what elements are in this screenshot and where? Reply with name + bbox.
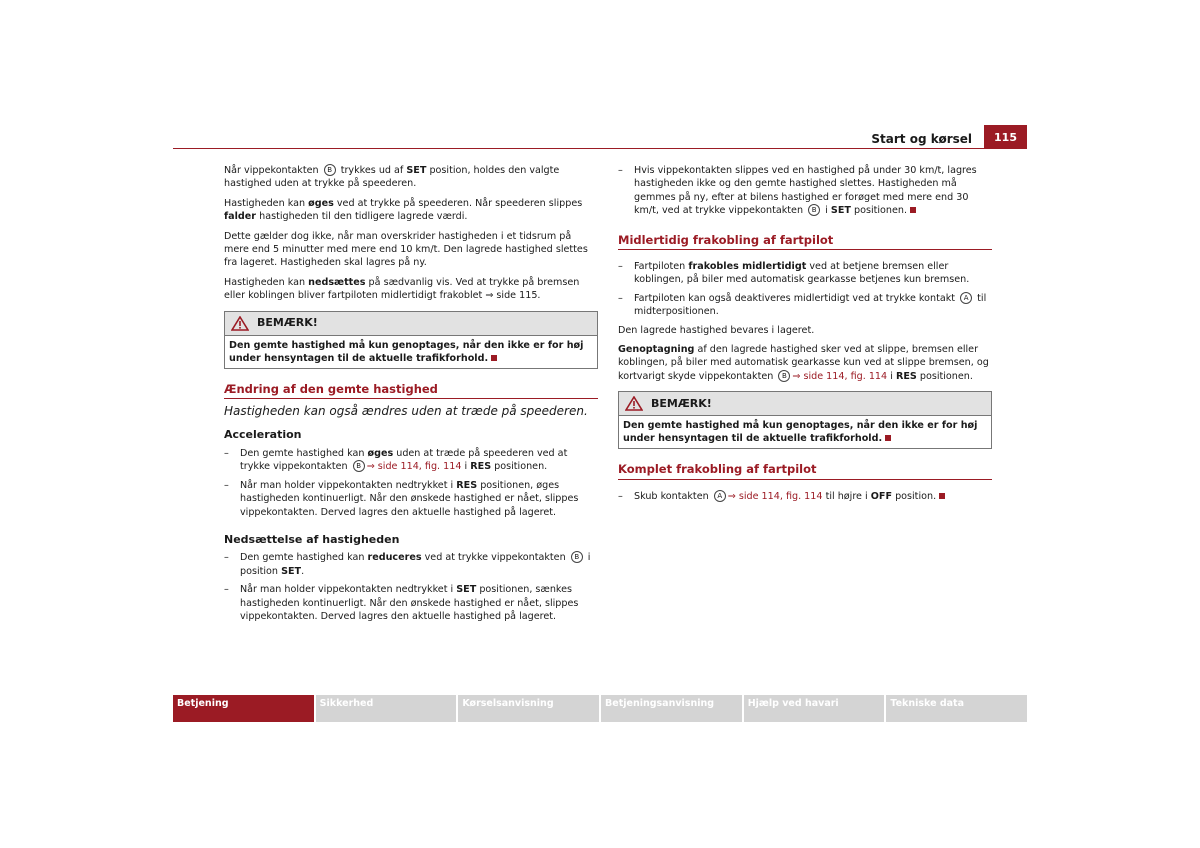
list-item: – Fartpiloten kan også deaktiveres midlertidigt ved at trykke kontakt A til midterpositionen. [618, 292, 992, 319]
paragraph: Dette gælder dog ikke, når man overskrider hastigheden i et tidsrum på mere end 5 minutter med mere end 10 km/t. Den lagrede hastighed slettes fra lageret. Hastigheden skal lagres på ny. [224, 230, 588, 269]
end-square-icon [910, 207, 916, 213]
paragraph: Når vippekontakten B trykkes ud af SET position, holdes den valgte hastighed uden at trykke på speederen. [224, 165, 560, 190]
subheading-deceleration: Nedsættelse af hastigheden [224, 532, 400, 546]
warning-triangle-icon [625, 396, 643, 411]
button-b-marker: B [778, 370, 790, 382]
list-item: – Når man holder vippekontakten nedtrykket i RES positionen, øges hastigheden kontinuerligt. Når den ønskede hastighed er nået, slippes vippekontakten. Derved lagres den aktuelle hastighed på lageret. [224, 479, 598, 519]
section-heading: Komplet frakobling af fartpilot [618, 463, 992, 479]
page-number: 115 [984, 125, 1027, 149]
list-item: – Hvis vippekontakten slippes ved en hastighed på under 30 km/t, lagres hastigheden ikke og den gemte hastighed slettes. Hastigheden må gemmes på ny, efter at bilens hastighed er forøget med mere end 30 km/t, ved at trykke vippekontakten B i SET positionen. [618, 164, 992, 218]
button-b-marker: B [808, 204, 820, 216]
note-header [225, 312, 597, 336]
note-box [224, 311, 598, 369]
end-square-icon [491, 355, 497, 361]
section-title: Start og kørsel [871, 132, 972, 146]
paragraph: Den lagrede hastighed bevares i lageret. [618, 324, 815, 336]
section-heading: Ændring af den gemte hastighed [224, 383, 598, 399]
note-title: BEMÆRK! [257, 316, 318, 330]
list-item: – Skub kontakten A ⇒ side 114, fig. 114 til højre i OFF position. [618, 490, 992, 503]
note-title: BEMÆRK! [651, 397, 712, 411]
section-subtitle: Hastigheden kan også ændres uden at træde på speederen. [224, 404, 588, 419]
list-item: – Fartpiloten frakobles midlertidigt ved at betjene bremsen eller koblingen, på biler med automatisk gearkasse betjenes kun bremsen. [618, 260, 992, 287]
end-square-icon [885, 435, 891, 441]
button-a-marker: A [960, 292, 972, 304]
tab-hjaelp-ved-havari[interactable]: Hjælp ved havari [744, 695, 885, 722]
right-column [618, 164, 992, 508]
list-item: – Når man holder vippekontakten nedtrykket i SET positionen, sænkes hastigheden kontinuerligt. Når den ønskede hastighed er nået, slippes vippekontakten. Derved lagres den aktuelle hastighed på lageret. [224, 583, 598, 623]
chapter-tabs [173, 695, 1027, 722]
page-reference-link[interactable]: ⇒ side 114, fig. 114 [727, 490, 823, 502]
paragraph: Genoptagning af den lagrede hastighed sker ved at slippe, bremsen eller koblingen, på biler med automatisk gearkasse kun ved at slippe bremsen, og kortvarigt skyde vippekontakten B ⇒ side 114, fig. 114 i RES positionen. [618, 344, 989, 382]
paragraph: Hastigheden kan øges ved at trykke på speederen. Når speederen slippes falder hastigheden til den tidligere lagrede værdi. [224, 197, 583, 223]
end-square-icon [939, 493, 945, 499]
note-text: Den gemte hastighed må kun genoptages, når den ikke er for høj under hensyntagen til de aktuelle trafikforhold. [623, 420, 978, 445]
tab-tekniske-data[interactable]: Tekniske data [886, 695, 1027, 722]
button-a-marker: A [714, 490, 726, 502]
tab-korselsanvisning[interactable]: Kørselsanvisning [458, 695, 599, 722]
tab-betjening[interactable]: Betjening [173, 695, 314, 722]
list-item: – Den gemte hastighed kan øges uden at træde på speederen ved at trykke vippekontakten B ⇒ side 114, fig. 114 i RES positionen. [224, 447, 598, 474]
warning-triangle-icon [231, 316, 249, 331]
section-heading: Midlertidig frakobling af fartpilot [618, 234, 992, 250]
list-item: – Den gemte hastighed kan reduceres ved at trykke vippekontakten B i position SET. [224, 551, 598, 578]
tab-sikkerhed[interactable]: Sikkerhed [316, 695, 457, 722]
note-text: Den gemte hastighed må kun genoptages, når den ikke er for høj under hensyntagen til de aktuelle trafikforhold. [229, 339, 584, 364]
page-reference-link[interactable]: ⇒ side 114, fig. 114 [792, 370, 888, 382]
button-b-marker: B [324, 164, 336, 176]
tab-betjeningsanvisning[interactable]: Betjeningsanvisning [601, 695, 742, 722]
paragraph: Hastigheden kan nedsættes på sædvanlig vis. Ved at trykke på bremsen eller koblingen bliver fartpiloten midlertidigt frakoblet ⇒ side 115. [224, 276, 580, 302]
note-box [618, 391, 992, 449]
header-rule [173, 148, 1027, 149]
subheading-acceleration: Acceleration [224, 428, 302, 442]
left-column [224, 164, 598, 628]
button-b-marker: B [571, 551, 583, 563]
button-b-marker: B [353, 460, 365, 472]
page-reference-link[interactable]: ⇒ side 114, fig. 114 [366, 461, 462, 473]
note-header [619, 392, 991, 416]
